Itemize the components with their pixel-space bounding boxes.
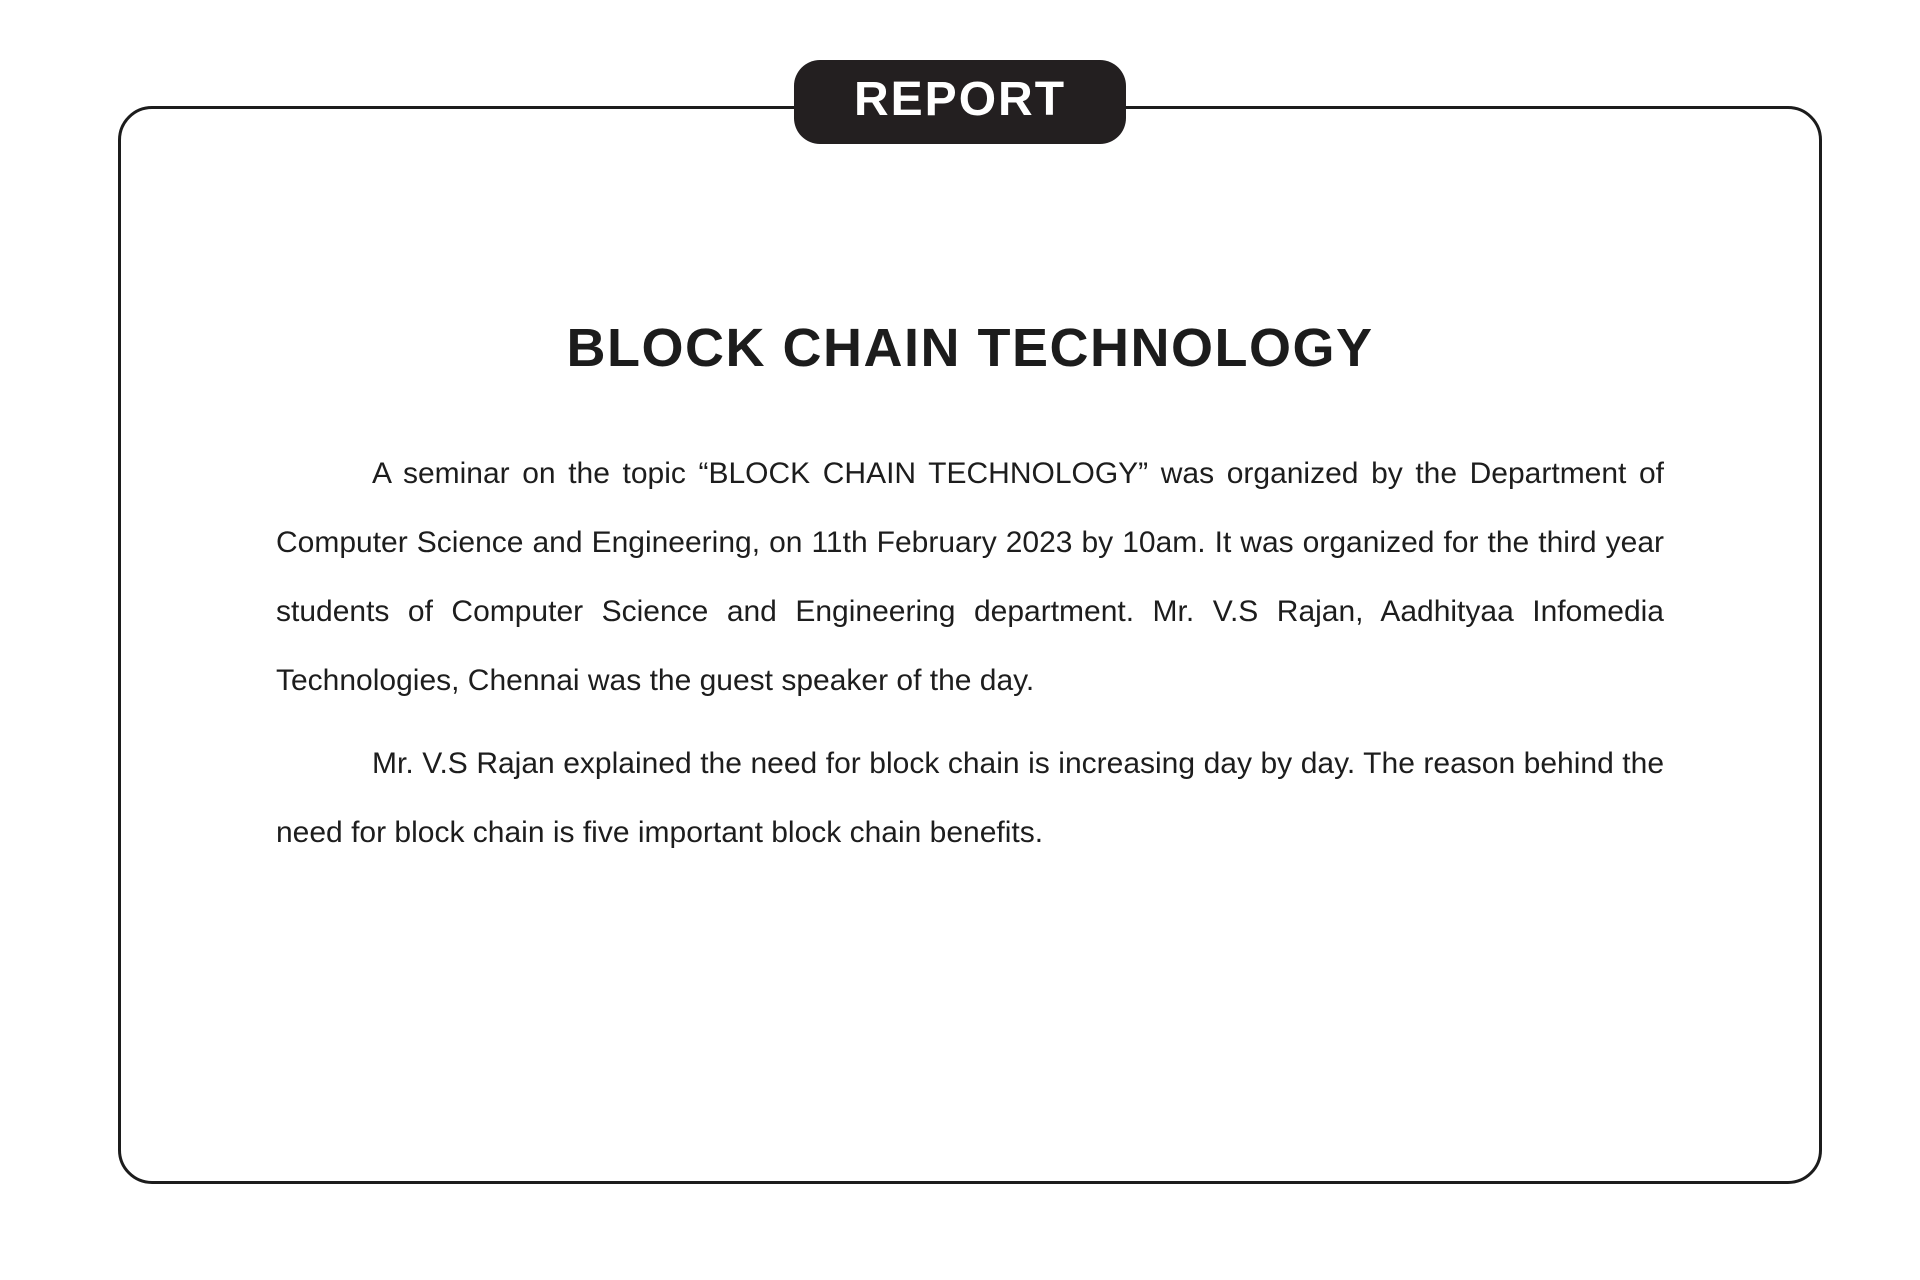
report-tab-label: REPORT	[794, 60, 1126, 144]
report-card	[118, 106, 1822, 1184]
paragraph-1: A seminar on the topic “BLOCK CHAIN TECHNOLOGY” was organized by the Department of Computer Science and Engineering, on 11th February 2023 by 10am. It was organized for the third year students of Computer Science and Engineering department. Mr. V.S Rajan, Aadhityaa Infomedia Technologies, Chennai was the guest speaker of the day.	[276, 457, 1664, 697]
paragraph-2: Mr. V.S Rajan explained the need for block chain is increasing day by day. The reason behind the need for block chain is five important block chain benefits.	[276, 747, 1664, 849]
page-title: BLOCK CHAIN TECHNOLOGY	[566, 318, 1374, 378]
report-body	[276, 439, 1664, 867]
